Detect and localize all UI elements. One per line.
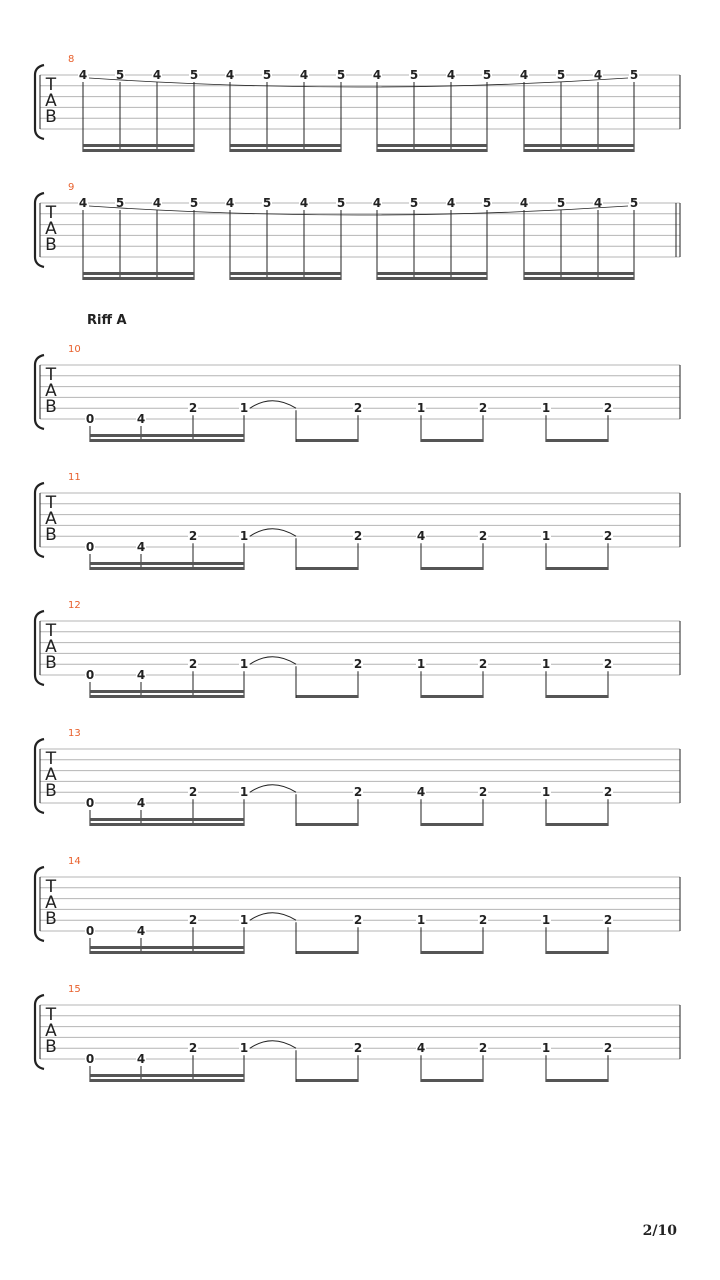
beam-primary xyxy=(83,277,194,280)
fret-number: 1 xyxy=(541,785,551,800)
fret-number: 2 xyxy=(478,1041,488,1056)
fret-number: 5 xyxy=(189,68,199,82)
tab-clef-letter: A xyxy=(45,381,57,401)
fret-number: 2 xyxy=(353,401,363,416)
beam-eighth xyxy=(296,439,358,442)
tab-clef-letter: B xyxy=(45,1037,57,1057)
fret-number: 4 xyxy=(593,68,603,82)
fret-number: 5 xyxy=(262,68,272,82)
beam-eighth xyxy=(421,823,483,826)
tab-clef-letter: B xyxy=(45,781,57,801)
beam-secondary xyxy=(377,144,487,147)
tab-system xyxy=(35,344,680,442)
fret-number: 1 xyxy=(239,529,249,544)
fret-number: 5 xyxy=(115,196,125,210)
tab-clef-letter: T xyxy=(45,749,57,769)
beam-secondary xyxy=(90,690,244,693)
fret-number: 5 xyxy=(556,196,566,210)
fret-number: 2 xyxy=(188,785,198,800)
beam-primary xyxy=(90,567,244,570)
fret-number: 5 xyxy=(262,196,272,210)
fret-number: 1 xyxy=(239,401,249,416)
fret-number: 5 xyxy=(189,196,199,210)
tie-arc xyxy=(250,401,296,409)
tab-clef-letter: T xyxy=(45,365,57,385)
fret-number: 2 xyxy=(603,785,613,800)
fret-number: 4 xyxy=(78,196,88,210)
fret-number: 0 xyxy=(85,412,95,426)
beam-secondary xyxy=(90,946,244,949)
fret-number: 2 xyxy=(188,401,198,416)
fret-number: 4 xyxy=(136,668,146,682)
fret-number: 2 xyxy=(353,529,363,544)
fret-number: 2 xyxy=(603,657,613,672)
tab-clef-letter: A xyxy=(45,219,57,239)
beam-eighth xyxy=(296,823,358,826)
fret-number: 4 xyxy=(152,196,162,210)
tie-arc xyxy=(250,657,296,665)
fret-number: 4 xyxy=(136,540,146,554)
fret-number: 2 xyxy=(478,529,488,544)
beam-primary xyxy=(90,1079,244,1082)
beam-primary xyxy=(377,149,487,152)
tab-clef-letter: T xyxy=(45,877,57,897)
fret-number: 0 xyxy=(85,924,95,938)
beam-primary xyxy=(90,823,244,826)
beam-secondary xyxy=(83,272,194,275)
tab-clef-letter: A xyxy=(45,893,57,913)
tab-clef-letter: T xyxy=(45,1005,57,1025)
beam-primary xyxy=(524,149,634,152)
fret-number: 2 xyxy=(478,401,488,416)
tie-arc xyxy=(250,529,296,537)
measure-number: 14 xyxy=(68,856,81,867)
fret-number: 0 xyxy=(85,1052,95,1066)
beam-primary xyxy=(524,277,634,280)
fret-number: 5 xyxy=(629,68,639,82)
tab-clef-letter: B xyxy=(45,525,57,545)
beam-primary xyxy=(230,149,341,152)
tab-clef-letter: T xyxy=(45,493,57,513)
fret-number: 5 xyxy=(336,68,346,82)
fret-number: 5 xyxy=(115,68,125,82)
tab-system xyxy=(35,182,680,280)
beam-secondary xyxy=(83,144,194,147)
beam-eighth xyxy=(546,567,608,570)
measure-number: 15 xyxy=(68,984,81,995)
fret-number: 4 xyxy=(416,529,426,544)
fret-number: 4 xyxy=(299,196,309,210)
fret-number: 4 xyxy=(225,68,235,82)
section-label-riff-a: Riff A xyxy=(87,313,127,328)
beam-eighth xyxy=(296,695,358,698)
fret-number: 4 xyxy=(299,68,309,82)
tab-system xyxy=(35,856,680,954)
tie-arc xyxy=(250,913,296,921)
fret-number: 4 xyxy=(416,785,426,800)
tab-system xyxy=(35,984,680,1082)
tab-system xyxy=(35,600,680,698)
fret-number: 1 xyxy=(239,913,249,928)
fret-number: 2 xyxy=(603,529,613,544)
measure-number: 12 xyxy=(68,600,81,611)
fret-number: 0 xyxy=(85,540,95,554)
fret-number: 4 xyxy=(152,68,162,82)
beam-eighth xyxy=(296,1079,358,1082)
fret-number: 4 xyxy=(446,68,456,82)
fret-number: 1 xyxy=(541,657,551,672)
fret-number: 2 xyxy=(353,785,363,800)
fret-number: 1 xyxy=(239,1041,249,1056)
tab-system xyxy=(35,472,680,570)
beam-secondary xyxy=(90,562,244,565)
fret-number: 5 xyxy=(409,196,419,210)
tab-clef-letter: B xyxy=(45,909,57,929)
measure-number: 10 xyxy=(68,344,81,355)
beam-eighth xyxy=(421,1079,483,1082)
fret-number: 0 xyxy=(85,796,95,810)
beam-eighth xyxy=(296,951,358,954)
fret-number: 1 xyxy=(416,657,426,672)
beam-secondary xyxy=(90,1074,244,1077)
measure-number: 13 xyxy=(68,728,81,739)
fret-number: 4 xyxy=(136,1052,146,1066)
tab-system xyxy=(35,728,680,826)
tab-system xyxy=(35,54,680,152)
beam-eighth xyxy=(421,695,483,698)
beam-primary xyxy=(83,149,194,152)
beam-eighth xyxy=(296,567,358,570)
fret-number: 2 xyxy=(353,657,363,672)
tab-clef-letter: T xyxy=(45,75,57,95)
tab-clef-letter: B xyxy=(45,107,57,127)
beam-primary xyxy=(90,439,244,442)
fret-number: 4 xyxy=(519,196,529,210)
fret-number: 1 xyxy=(416,913,426,928)
fret-number: 2 xyxy=(478,657,488,672)
fret-number: 4 xyxy=(416,1041,426,1056)
fret-number: 1 xyxy=(541,401,551,416)
fret-number: 2 xyxy=(188,529,198,544)
beam-eighth xyxy=(421,567,483,570)
fret-number: 2 xyxy=(188,1041,198,1056)
fret-number: 2 xyxy=(603,401,613,416)
beam-secondary xyxy=(90,434,244,437)
tab-clef-letter: T xyxy=(45,621,57,641)
tab-clef-letter: A xyxy=(45,1021,57,1041)
beam-eighth xyxy=(546,439,608,442)
beam-eighth xyxy=(421,439,483,442)
tab-clef-letter: A xyxy=(45,765,57,785)
beam-eighth xyxy=(546,823,608,826)
tie-arc xyxy=(250,785,296,793)
tab-clef-letter: B xyxy=(45,235,57,255)
fret-number: 2 xyxy=(353,913,363,928)
fret-number: 1 xyxy=(239,785,249,800)
fret-number: 4 xyxy=(136,412,146,426)
fret-number: 5 xyxy=(482,68,492,82)
tab-clef-letter: B xyxy=(45,653,57,673)
beam-secondary xyxy=(230,272,341,275)
beam-secondary xyxy=(524,272,634,275)
fret-number: 4 xyxy=(225,196,235,210)
fret-number: 5 xyxy=(482,196,492,210)
tab-clef-letter: A xyxy=(45,509,57,529)
tab-clef-letter: B xyxy=(45,397,57,417)
fret-number: 2 xyxy=(188,657,198,672)
fret-number: 2 xyxy=(478,913,488,928)
tab-clef-letter: A xyxy=(45,91,57,111)
fret-number: 2 xyxy=(603,913,613,928)
beam-primary xyxy=(90,695,244,698)
beam-secondary xyxy=(90,818,244,821)
beam-primary xyxy=(230,277,341,280)
fret-number: 1 xyxy=(541,529,551,544)
fret-number: 1 xyxy=(541,1041,551,1056)
measure-number: 11 xyxy=(68,472,81,483)
fret-number: 4 xyxy=(372,68,382,82)
fret-number: 4 xyxy=(372,196,382,210)
beam-eighth xyxy=(546,695,608,698)
fret-number: 0 xyxy=(85,668,95,682)
fret-number: 2 xyxy=(603,1041,613,1056)
fret-number: 4 xyxy=(136,924,146,938)
beam-eighth xyxy=(546,1079,608,1082)
fret-number: 4 xyxy=(78,68,88,82)
fret-number: 2 xyxy=(353,1041,363,1056)
beam-secondary xyxy=(524,144,634,147)
fret-number: 1 xyxy=(239,657,249,672)
fret-number: 1 xyxy=(541,913,551,928)
fret-number: 4 xyxy=(519,68,529,82)
tab-clef-letter: A xyxy=(45,637,57,657)
page-number: 2/10 xyxy=(642,1223,677,1239)
beam-primary xyxy=(377,277,487,280)
tab-clef-letter: T xyxy=(45,203,57,223)
fret-number: 5 xyxy=(556,68,566,82)
beam-primary xyxy=(90,951,244,954)
fret-number: 5 xyxy=(336,196,346,210)
fret-number: 4 xyxy=(593,196,603,210)
beam-secondary xyxy=(230,144,341,147)
fret-number: 5 xyxy=(409,68,419,82)
beam-eighth xyxy=(546,951,608,954)
beam-eighth xyxy=(421,951,483,954)
measure-number: 9 xyxy=(68,182,75,193)
fret-number: 4 xyxy=(446,196,456,210)
fret-number: 2 xyxy=(478,785,488,800)
measure-number: 8 xyxy=(68,54,75,65)
fret-number: 5 xyxy=(629,196,639,210)
fret-number: 2 xyxy=(188,913,198,928)
fret-number: 4 xyxy=(136,796,146,810)
tie-arc xyxy=(250,1041,296,1049)
fret-number: 1 xyxy=(416,401,426,416)
beam-secondary xyxy=(377,272,487,275)
